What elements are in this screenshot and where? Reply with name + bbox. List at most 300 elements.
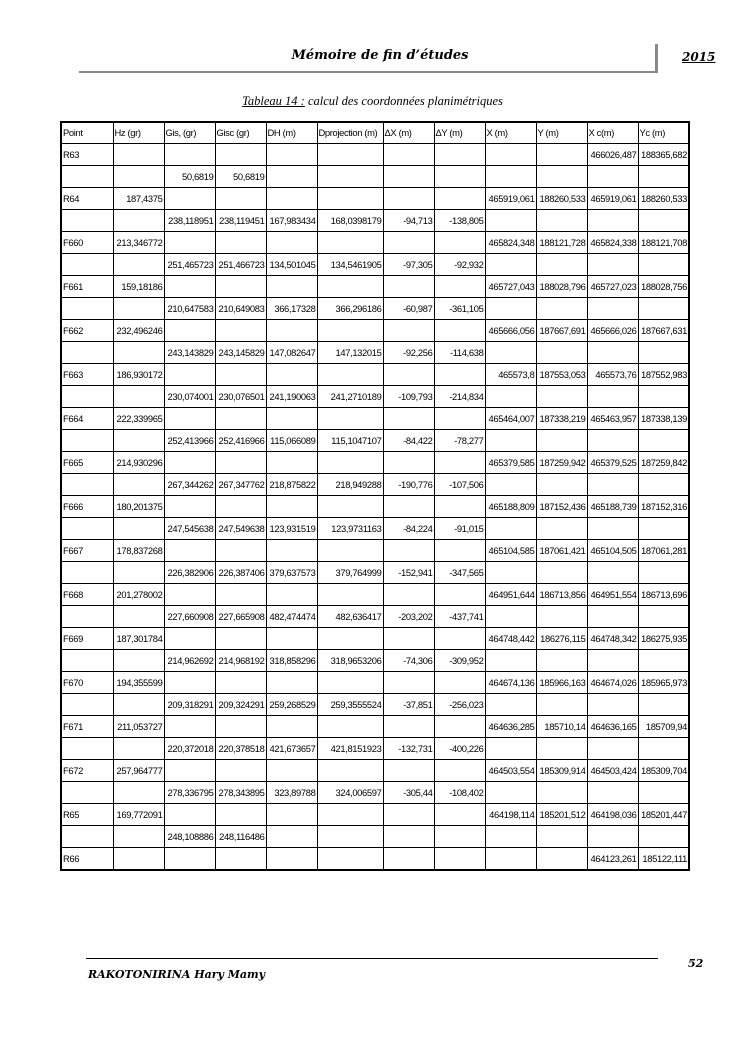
table-cell — [164, 276, 215, 298]
table-cell: 318,9653206 — [317, 650, 383, 672]
table-cell: 464503,424 — [587, 760, 638, 782]
table-cell: 188028,796 — [536, 276, 587, 298]
table-cell — [536, 254, 587, 276]
table-cell: 213,346772 — [113, 232, 164, 254]
point-cell — [61, 738, 113, 760]
table-cell — [266, 452, 317, 474]
table-row — [61, 650, 689, 672]
table-cell: 465104,585 — [485, 540, 536, 562]
table-cell: 252,413966 — [164, 430, 215, 452]
table-cell: 465666,056 — [485, 320, 536, 342]
table-cell — [113, 254, 164, 276]
table-cell — [485, 694, 536, 716]
table-cell — [266, 364, 317, 386]
table-cell — [317, 276, 383, 298]
table-cell: -361,105 — [434, 298, 485, 320]
table-cell: 187259,842 — [638, 452, 689, 474]
table-cell — [587, 298, 638, 320]
table-cell: 186713,856 — [536, 584, 587, 606]
point-cell: F663 — [61, 364, 113, 386]
table-cell: 238,119451 — [215, 210, 266, 232]
table-cell: 464503,554 — [485, 760, 536, 782]
table-cell — [536, 848, 587, 871]
table-cell: 251,465723 — [164, 254, 215, 276]
table-cell — [536, 210, 587, 232]
table-cell: 218,875822 — [266, 474, 317, 496]
table-cell — [383, 320, 434, 342]
table-row — [61, 320, 689, 342]
table-cell — [587, 342, 638, 364]
table-row — [61, 232, 689, 254]
table-cell — [215, 188, 266, 210]
table-cell: 188121,728 — [536, 232, 587, 254]
point-cell — [61, 342, 113, 364]
column-header: X (m) — [485, 122, 536, 144]
table-cell — [113, 298, 164, 320]
table-cell — [536, 606, 587, 628]
table-cell — [434, 408, 485, 430]
table-cell — [215, 364, 266, 386]
table-cell — [317, 672, 383, 694]
table-cell — [317, 716, 383, 738]
table-cell — [215, 760, 266, 782]
table-cell: -114,638 — [434, 342, 485, 364]
table-cell: 251,466723 — [215, 254, 266, 276]
table-cell: 465463,957 — [587, 408, 638, 430]
table-cell: 318,858296 — [266, 650, 317, 672]
table-cell: -214,834 — [434, 386, 485, 408]
table-cell — [113, 386, 164, 408]
table-cell — [266, 276, 317, 298]
table-cell: 185122,111 — [638, 848, 689, 871]
table-cell — [164, 628, 215, 650]
table-cell: 241,2710189 — [317, 386, 383, 408]
table-cell — [536, 738, 587, 760]
table-cell — [434, 804, 485, 826]
point-cell: F661 — [61, 276, 113, 298]
table-cell — [215, 408, 266, 430]
table-cell: 187667,691 — [536, 320, 587, 342]
table-cell: -84,422 — [383, 430, 434, 452]
table-cell: -84,224 — [383, 518, 434, 540]
table-cell: 115,1047107 — [317, 430, 383, 452]
table-cell: 230,076501 — [215, 386, 266, 408]
table-cell — [383, 452, 434, 474]
table-cell — [215, 144, 266, 166]
table-cell: 464951,644 — [485, 584, 536, 606]
point-cell — [61, 650, 113, 672]
table-cell — [638, 562, 689, 584]
table-cell — [164, 760, 215, 782]
table-cell — [383, 166, 434, 188]
table-cell — [638, 650, 689, 672]
table-cell — [485, 166, 536, 188]
table-cell: 186275,935 — [638, 628, 689, 650]
table-cell — [317, 628, 383, 650]
table-row — [61, 298, 689, 320]
document-header-year: 2015 — [682, 50, 716, 64]
table-cell — [485, 210, 536, 232]
table-cell: -78,277 — [434, 430, 485, 452]
table-cell: -60,987 — [383, 298, 434, 320]
table-cell — [536, 650, 587, 672]
table-cell — [638, 166, 689, 188]
table-cell: 324,006597 — [317, 782, 383, 804]
table-cell — [164, 540, 215, 562]
table-cell: 238,118951 — [164, 210, 215, 232]
table-cell — [383, 826, 434, 848]
table-cell — [317, 584, 383, 606]
table-cell — [383, 144, 434, 166]
table-cell: 209,324291 — [215, 694, 266, 716]
table-cell — [536, 342, 587, 364]
table-cell — [434, 364, 485, 386]
point-cell — [61, 386, 113, 408]
table-cell: 220,372018 — [164, 738, 215, 760]
table-cell: 194,355599 — [113, 672, 164, 694]
table-cell — [434, 452, 485, 474]
table-cell — [266, 188, 317, 210]
table-cell — [164, 408, 215, 430]
table-cell — [383, 408, 434, 430]
table-cell — [638, 782, 689, 804]
table-cell: 167,983434 — [266, 210, 317, 232]
table-cell: 188260,533 — [536, 188, 587, 210]
table-cell: 214,930296 — [113, 452, 164, 474]
table-cell: 227,660908 — [164, 606, 215, 628]
table-row — [61, 584, 689, 606]
table-cell — [536, 782, 587, 804]
table-row — [61, 342, 689, 364]
table-cell — [638, 606, 689, 628]
point-cell: F662 — [61, 320, 113, 342]
table-cell: 227,665908 — [215, 606, 266, 628]
table-cell: 464636,165 — [587, 716, 638, 738]
table-row — [61, 606, 689, 628]
table-cell — [266, 628, 317, 650]
table-cell: 226,387406 — [215, 562, 266, 584]
table-cell: 465379,585 — [485, 452, 536, 474]
table-cell — [113, 144, 164, 166]
table-row — [61, 188, 689, 210]
table-cell — [266, 540, 317, 562]
table-cell: 147,082647 — [266, 342, 317, 364]
table-cell — [113, 606, 164, 628]
table-cell — [383, 584, 434, 606]
table-cell — [113, 738, 164, 760]
table-cell: 259,268529 — [266, 694, 317, 716]
table-cell: 465824,338 — [587, 232, 638, 254]
table-cell — [587, 650, 638, 672]
table-cell — [164, 320, 215, 342]
table-cell — [266, 584, 317, 606]
point-cell — [61, 562, 113, 584]
table-cell: 168,0398179 — [317, 210, 383, 232]
column-header: Hz (gr) — [113, 122, 164, 144]
table-cell — [113, 694, 164, 716]
table-cell: 123,931519 — [266, 518, 317, 540]
table-cell — [317, 848, 383, 871]
table-cell — [317, 320, 383, 342]
table-cell: -92,932 — [434, 254, 485, 276]
table-cell — [383, 716, 434, 738]
table-row — [61, 496, 689, 518]
coordinates-table — [60, 121, 690, 871]
table-cell — [383, 628, 434, 650]
table-cell — [536, 144, 587, 166]
table-cell: 252,416966 — [215, 430, 266, 452]
column-header: X c(m) — [587, 122, 638, 144]
table-row — [61, 694, 689, 716]
table-cell: 186713,696 — [638, 584, 689, 606]
point-cell — [61, 782, 113, 804]
table-cell: 465666,026 — [587, 320, 638, 342]
table-cell — [434, 672, 485, 694]
table-cell: 188365,682 — [638, 144, 689, 166]
table-cell — [164, 672, 215, 694]
table-cell — [434, 628, 485, 650]
table-cell: 147,132015 — [317, 342, 383, 364]
table-cell — [383, 364, 434, 386]
table-cell: 210,647583 — [164, 298, 215, 320]
table-cell — [266, 826, 317, 848]
table-cell: 211,053727 — [113, 716, 164, 738]
point-cell: F668 — [61, 584, 113, 606]
footer-rule — [86, 958, 658, 959]
table-cell: -92,256 — [383, 342, 434, 364]
table-cell: 209,318291 — [164, 694, 215, 716]
table-cell — [638, 254, 689, 276]
table-row — [61, 804, 689, 826]
table-cell — [434, 496, 485, 518]
table-cell: 247,545638 — [164, 518, 215, 540]
table-cell: 464951,554 — [587, 584, 638, 606]
table-cell — [485, 518, 536, 540]
table-cell: 232,496246 — [113, 320, 164, 342]
table-cell: 210,649083 — [215, 298, 266, 320]
table-cell — [587, 430, 638, 452]
table-cell — [434, 848, 485, 871]
table-cell: 186,930172 — [113, 364, 164, 386]
table-cell: 169,772091 — [113, 804, 164, 826]
table-row — [61, 276, 689, 298]
table-cell — [485, 386, 536, 408]
table-row — [61, 430, 689, 452]
table-cell — [485, 606, 536, 628]
table-cell — [638, 342, 689, 364]
table-cell: 248,116486 — [215, 826, 266, 848]
table-cell: 259,3555524 — [317, 694, 383, 716]
point-cell — [61, 474, 113, 496]
table-cell: 482,474474 — [266, 606, 317, 628]
table-cell: 465573,8 — [485, 364, 536, 386]
table-cell — [266, 166, 317, 188]
table-cell — [536, 826, 587, 848]
table-cell — [317, 232, 383, 254]
table-cell — [536, 474, 587, 496]
table-cell — [266, 320, 317, 342]
table-cell — [317, 188, 383, 210]
point-cell: R64 — [61, 188, 113, 210]
table-cell: 366,296186 — [317, 298, 383, 320]
table-cell: -108,402 — [434, 782, 485, 804]
table-cell — [587, 474, 638, 496]
table-cell: 226,382906 — [164, 562, 215, 584]
point-cell: F672 — [61, 760, 113, 782]
table-cell: 465379,525 — [587, 452, 638, 474]
table-cell: -74,306 — [383, 650, 434, 672]
table-cell: 185709,94 — [638, 716, 689, 738]
table-cell: 218,949288 — [317, 474, 383, 496]
table-cell — [485, 342, 536, 364]
table-cell: 187553,053 — [536, 364, 587, 386]
table-cell: -400,226 — [434, 738, 485, 760]
table-cell: 243,143829 — [164, 342, 215, 364]
table-cell — [215, 848, 266, 871]
table-cell: 185309,704 — [638, 760, 689, 782]
table-cell: 465727,043 — [485, 276, 536, 298]
table-row — [61, 474, 689, 496]
table-cell: 465188,739 — [587, 496, 638, 518]
table-cell: 464198,114 — [485, 804, 536, 826]
table-row — [61, 518, 689, 540]
table-cell: -91,015 — [434, 518, 485, 540]
table-cell: -305,44 — [383, 782, 434, 804]
table-cell: 257,964777 — [113, 760, 164, 782]
table-cell — [113, 782, 164, 804]
table-cell — [434, 188, 485, 210]
point-cell: F667 — [61, 540, 113, 562]
table-cell — [638, 298, 689, 320]
table-cell — [164, 232, 215, 254]
table-cell — [113, 474, 164, 496]
point-cell: F670 — [61, 672, 113, 694]
table-cell — [383, 276, 434, 298]
table-cell — [638, 474, 689, 496]
table-cell: 201,278002 — [113, 584, 164, 606]
table-caption — [0, 94, 745, 109]
table-cell: 187338,219 — [536, 408, 587, 430]
table-cell — [485, 826, 536, 848]
table-cell: 187259,942 — [536, 452, 587, 474]
point-cell: R66 — [61, 848, 113, 871]
table-cell — [113, 518, 164, 540]
table-cell — [383, 804, 434, 826]
table-row — [61, 452, 689, 474]
table-cell: 186276,115 — [536, 628, 587, 650]
table-cell: 421,673657 — [266, 738, 317, 760]
table-cell: 247,549638 — [215, 518, 266, 540]
table-cell: 482,636417 — [317, 606, 383, 628]
table-cell: 464674,026 — [587, 672, 638, 694]
table-cell — [587, 166, 638, 188]
column-header: Gisc (gr) — [215, 122, 266, 144]
table-cell: 185966,163 — [536, 672, 587, 694]
table-cell — [164, 716, 215, 738]
table-cell: 466026,487 — [587, 144, 638, 166]
table-cell: 464674,136 — [485, 672, 536, 694]
table-cell: 178,837268 — [113, 540, 164, 562]
table-cell — [113, 650, 164, 672]
table-cell — [113, 166, 164, 188]
table-cell — [164, 804, 215, 826]
header-vertical-bar — [655, 44, 658, 73]
table-cell — [266, 496, 317, 518]
table-cell: 465727,023 — [587, 276, 638, 298]
column-header: ΔX (m) — [383, 122, 434, 144]
table-cell: 187152,316 — [638, 496, 689, 518]
table-cell: 188260,533 — [638, 188, 689, 210]
table-cell: 220,378518 — [215, 738, 266, 760]
table-cell: 187061,421 — [536, 540, 587, 562]
table-cell: 241,190063 — [266, 386, 317, 408]
table-body — [61, 122, 689, 870]
table-cell: 185201,512 — [536, 804, 587, 826]
table-cell: 187552,983 — [638, 364, 689, 386]
table-cell — [317, 804, 383, 826]
table-cell — [317, 826, 383, 848]
table-cell — [113, 210, 164, 232]
table-cell — [536, 562, 587, 584]
table-cell: 366,17328 — [266, 298, 317, 320]
table-row — [61, 628, 689, 650]
table-cell — [638, 518, 689, 540]
point-cell — [61, 254, 113, 276]
table-cell: 465464,007 — [485, 408, 536, 430]
table-cell — [383, 760, 434, 782]
table-cell: 222,339965 — [113, 408, 164, 430]
point-cell: F664 — [61, 408, 113, 430]
table-cell — [536, 166, 587, 188]
table-cell — [434, 716, 485, 738]
table-row — [61, 210, 689, 232]
point-cell: F669 — [61, 628, 113, 650]
table-cell — [536, 386, 587, 408]
table-cell — [215, 320, 266, 342]
point-cell — [61, 694, 113, 716]
table-cell: 464636,285 — [485, 716, 536, 738]
table-row — [61, 848, 689, 871]
table-cell: 187667,631 — [638, 320, 689, 342]
table-cell — [434, 584, 485, 606]
table-cell — [485, 782, 536, 804]
table-cell — [485, 848, 536, 871]
table-row — [61, 166, 689, 188]
table-cell: 464748,342 — [587, 628, 638, 650]
table-cell — [383, 672, 434, 694]
coordinates-table-container — [60, 121, 688, 871]
table-cell — [113, 848, 164, 871]
table-cell: 465104,505 — [587, 540, 638, 562]
point-cell — [61, 210, 113, 232]
table-cell: -138,805 — [434, 210, 485, 232]
point-cell — [61, 298, 113, 320]
table-cell: -256,023 — [434, 694, 485, 716]
table-cell — [215, 584, 266, 606]
table-cell: 379,764999 — [317, 562, 383, 584]
point-cell: F671 — [61, 716, 113, 738]
table-cell — [383, 540, 434, 562]
table-cell — [266, 672, 317, 694]
table-cell: 123,9731163 — [317, 518, 383, 540]
table-cell: -94,713 — [383, 210, 434, 232]
table-cell — [266, 760, 317, 782]
table-row — [61, 364, 689, 386]
table-cell — [434, 144, 485, 166]
table-cell: 187338,139 — [638, 408, 689, 430]
table-cell: 323,89788 — [266, 782, 317, 804]
table-cell — [638, 694, 689, 716]
